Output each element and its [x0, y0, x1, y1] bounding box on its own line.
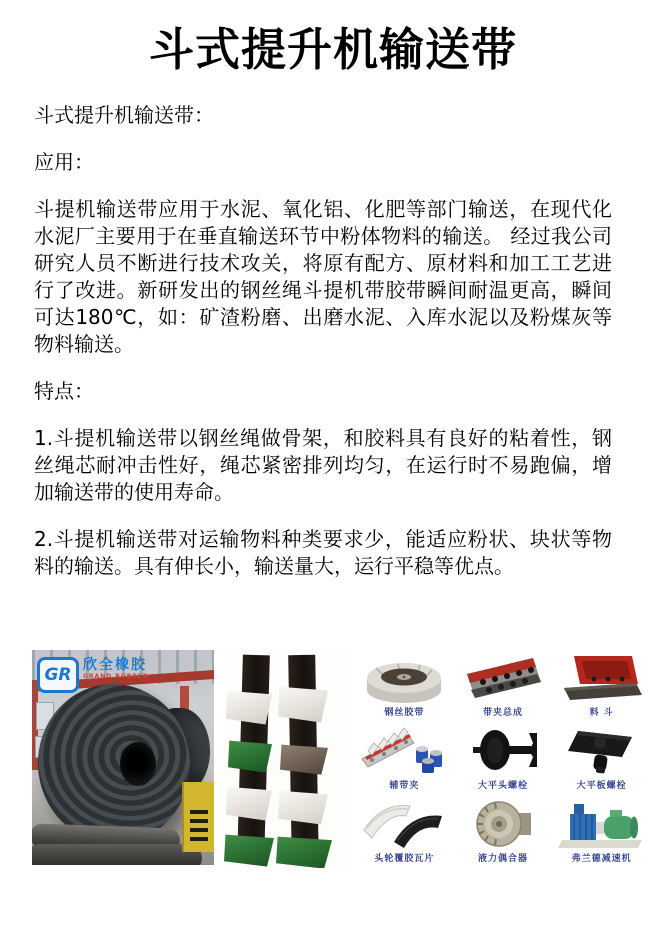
part-head-wheel-rubber-tile [358, 796, 451, 869]
yellow-machine [182, 782, 214, 852]
white-bucket [226, 786, 272, 822]
part-label: 头轮覆胶瓦片 [374, 854, 435, 864]
brand-name-cn: 欣全橡胶 [83, 657, 147, 673]
belt-roll-factory-photo [32, 650, 214, 865]
belt-clamp-assembly-image [457, 650, 549, 704]
green-bucket [276, 836, 332, 868]
product-gallery [32, 650, 648, 872]
white-bucket [226, 690, 272, 726]
part-label: 料 斗 [589, 708, 614, 718]
belt-roll-core-hole [120, 742, 156, 786]
green-bucket [228, 740, 272, 774]
features-heading: 特点： [34, 379, 94, 403]
gr-logo-icon: GR [37, 657, 79, 693]
brand-logo-text [83, 657, 149, 681]
part-label: 大平板螺栓 [576, 781, 627, 791]
article-heading-line: 斗式提升机输送带： [34, 103, 214, 127]
part-label: 钢丝胶带 [384, 708, 425, 718]
head-wheel-rubber-tile-image [358, 796, 450, 850]
hopper-image [556, 650, 648, 704]
steel-cord-belt-roll-image [358, 650, 450, 704]
aux-belt-clamp-image [358, 723, 450, 777]
page-title: 斗式提升机输送带 [148, 23, 517, 76]
part-belt-clamp-assembly [457, 650, 550, 723]
part-fluid-coupling [457, 796, 550, 869]
flat-head-bolt-image [457, 723, 549, 777]
part-flender-reducer [555, 796, 648, 869]
white-bucket [278, 790, 328, 826]
article-body [34, 102, 612, 580]
machine-vents [190, 810, 208, 846]
part-steel-cord-belt [358, 650, 451, 723]
application-heading: 应用： [34, 150, 94, 174]
part-label: 弗兰德减速机 [571, 854, 632, 864]
flat-plate-bolt-image [556, 723, 648, 777]
part-label: 带夹总成 [482, 708, 523, 718]
elevator-buckets-photo [224, 650, 346, 868]
flender-reducer-image [556, 796, 648, 850]
fluid-coupling-image [457, 796, 549, 850]
part-label: 大平头螺栓 [477, 781, 528, 791]
brand-logo [37, 657, 149, 693]
application-paragraph: 斗提机输送带应用于水泥、氧化铝、化肥等部门输送，在现代化水泥厂主要用于在垂直输送环节中粉体物料的输送。 经过我公司研究人员不断进行技术攻关，将原有配方、原材料和加工工艺进行了改进。新研发出的钢丝绳斗提机带胶带瞬间耐温更高，瞬间可达180℃，如：矿渣粉磨、出磨水泥、入库水泥以及粉煤灰等物料输送。 [34, 197, 612, 356]
part-flat-plate-bolt [555, 723, 648, 796]
part-label: 液力偶合器 [477, 854, 528, 864]
part-aux-belt-clamp [358, 723, 451, 796]
green-bucket [224, 834, 274, 868]
part-hopper [555, 650, 648, 723]
part-label: 辅带夹 [389, 781, 420, 791]
feature-2-paragraph: 2.斗提机输送带对运输物料种类要求少，能适应粉状、块状等物料的输送。具有伸长小，输送量大，运行平稳等优点。 [34, 527, 612, 578]
brand-name-en: GRAND RUBBER [83, 673, 149, 680]
parts-grid [358, 650, 648, 872]
part-flat-head-bolt [457, 723, 550, 796]
white-bucket [278, 686, 328, 724]
feature-1-paragraph: 1.斗提机输送带以钢丝绳做骨架，和胶料具有良好的粘着性，钢丝绳芯耐冲击性好，绳芯紧密排列均匀，在运行时不易跑偏，增加输送带的使用寿命。 [34, 426, 612, 504]
metal-bucket [280, 744, 328, 776]
machine-roller [32, 844, 202, 865]
